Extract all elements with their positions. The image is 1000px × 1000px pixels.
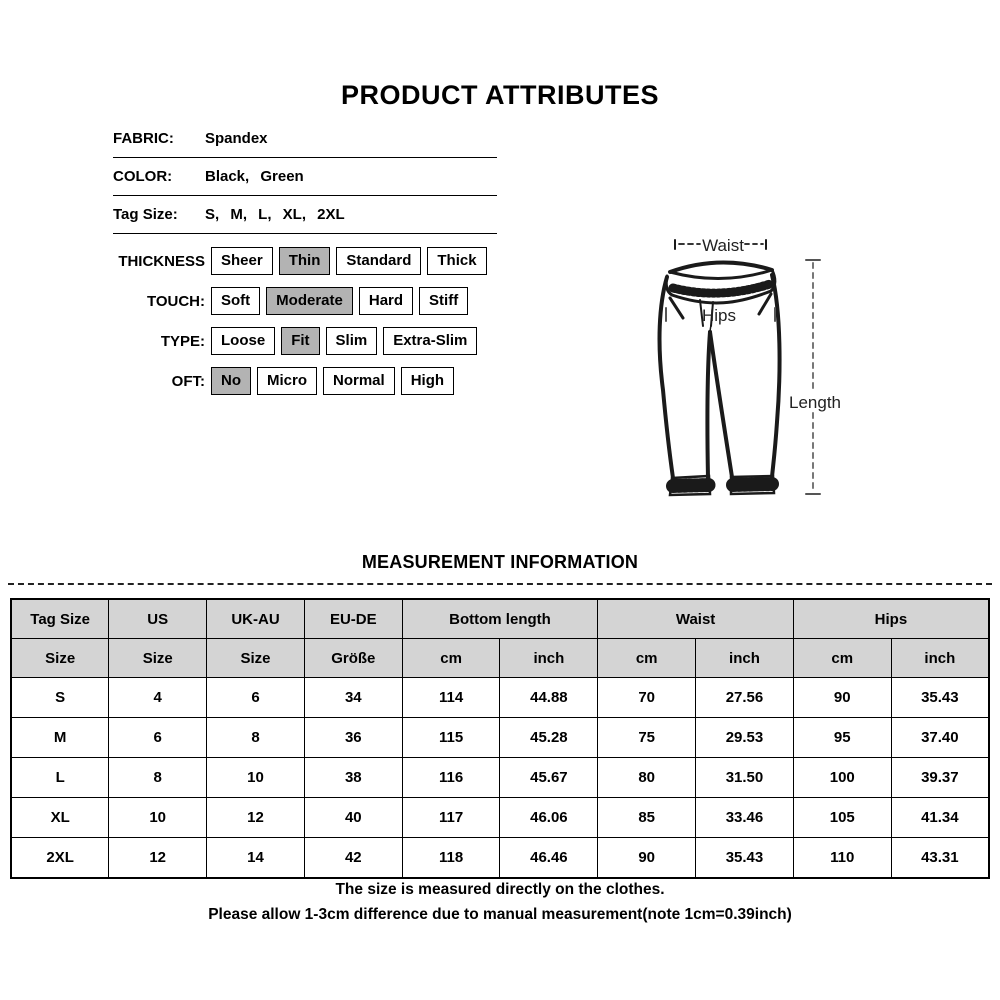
table-cell: 100 (793, 758, 891, 798)
table-cell: 90 (598, 838, 696, 879)
column-subheader: Size (207, 639, 305, 678)
length-label: Length (789, 393, 841, 412)
table-cell: 80 (598, 758, 696, 798)
attribute-label: FABRIC: (113, 130, 174, 147)
table-cell: M (11, 718, 109, 758)
column-subheader: Size (109, 639, 207, 678)
attribute-info-rows (113, 120, 497, 234)
column-subheader: Größe (304, 639, 402, 678)
column-header: Waist (598, 599, 794, 639)
table-cell: 117 (402, 798, 500, 838)
option-chip-thick[interactable]: Thick (427, 247, 486, 276)
waistband-opening (670, 270, 772, 279)
table-cell: 4 (109, 678, 207, 718)
option-chip-micro[interactable]: Micro (257, 367, 317, 396)
choice-row (113, 281, 497, 321)
option-chip-stiff[interactable]: Stiff (419, 287, 468, 316)
right-cuff-ribs (733, 484, 772, 485)
left-inner-leg (707, 332, 710, 478)
left-pocket-line (670, 298, 683, 318)
table-cell: 12 (207, 798, 305, 838)
hips-label: Hips (701, 306, 737, 325)
product-attributes-panel (113, 120, 497, 401)
choice-label: THICKNESS (118, 252, 205, 270)
note-line-2: Please allow 1-3cm difference due to manual measurement(note 1cm=0.39inch) (208, 906, 792, 923)
table-cell: 45.28 (500, 718, 598, 758)
table-cell: 10 (109, 798, 207, 838)
attribute-value: Spandex (205, 130, 268, 147)
waistband-top (670, 262, 772, 272)
table-cell: 45.67 (500, 758, 598, 798)
right-inner-leg (710, 332, 732, 477)
option-chip-no[interactable]: No (211, 367, 251, 396)
table-cell: 75 (598, 718, 696, 758)
table-cell: 85 (598, 798, 696, 838)
table-cell: 31.50 (696, 758, 794, 798)
info-row (113, 158, 497, 196)
table-cell: 70 (598, 678, 696, 718)
column-subheader: Size (11, 639, 109, 678)
option-chip-standard[interactable]: Standard (336, 247, 421, 276)
table-cell: 8 (109, 758, 207, 798)
table-cell: 14 (207, 838, 305, 879)
option-chip-high[interactable]: High (401, 367, 454, 396)
waist-label: Waist (702, 236, 744, 255)
dashed-separator (8, 583, 992, 585)
table-row-size-m (11, 718, 989, 758)
column-header: Tag Size (11, 599, 109, 639)
table-cell: 95 (793, 718, 891, 758)
attribute-value: S, M, L, XL, 2XL (205, 206, 345, 223)
column-subheader: inch (891, 639, 989, 678)
table-cell: 118 (402, 838, 500, 879)
waistband-hatching (673, 284, 770, 293)
table-row-size-l (11, 758, 989, 798)
note-line-1: The size is measured directly on the clothes. (335, 881, 665, 898)
option-chip-moderate[interactable]: Moderate (266, 287, 353, 316)
choice-label: OFT: (171, 372, 205, 390)
table-cell: 33.46 (696, 798, 794, 838)
column-header: UK-AU (207, 599, 305, 639)
column-subheader: cm (598, 639, 696, 678)
option-chip-soft[interactable]: Soft (211, 287, 260, 316)
table-cell: 10 (207, 758, 305, 798)
measurement-section-title: MEASUREMENT INFORMATION (361, 552, 639, 572)
table-cell: 105 (793, 798, 891, 838)
choice-label: TYPE: (160, 332, 205, 350)
column-header: EU-DE (304, 599, 402, 639)
table-row-size-2xl (11, 838, 989, 879)
column-header: Hips (793, 599, 989, 639)
attribute-label: Tag Size: (113, 206, 178, 223)
table-cell: 42 (304, 838, 402, 879)
table-cell: 116 (402, 758, 500, 798)
table-cell: 35.43 (891, 678, 989, 718)
table-cell: 44.88 (500, 678, 598, 718)
choice-label: TOUCH: (146, 292, 205, 310)
pants-measurement-diagram (620, 220, 900, 520)
column-header: US (109, 599, 207, 639)
option-chip-fit[interactable]: Fit (281, 327, 319, 356)
table-cell: 6 (207, 678, 305, 718)
option-chip-hard[interactable]: Hard (359, 287, 413, 316)
choice-row (113, 321, 497, 361)
table-cell: 29.53 (696, 718, 794, 758)
table-cell: 46.06 (500, 798, 598, 838)
table-cell: 115 (402, 718, 500, 758)
table-cell: 37.40 (891, 718, 989, 758)
option-chip-normal[interactable]: Normal (323, 367, 395, 396)
hips-center-dash (710, 325, 711, 331)
right-outer-leg (772, 275, 780, 477)
page-title: PRODUCT ATTRIBUTES (341, 80, 659, 110)
table-cell: 35.43 (696, 838, 794, 879)
table-cell: 8 (207, 718, 305, 758)
option-chip-thin[interactable]: Thin (279, 247, 331, 276)
option-chip-extra-slim[interactable]: Extra-Slim (383, 327, 477, 356)
table-cell: 39.37 (891, 758, 989, 798)
info-row (113, 120, 497, 158)
attribute-label: COLOR: (113, 168, 173, 185)
table-header-row-top (11, 599, 989, 639)
column-header: Bottom length (402, 599, 598, 639)
size-measurement-table (10, 598, 990, 879)
table-cell: 46.46 (500, 838, 598, 879)
table-cell: 36 (304, 718, 402, 758)
table-cell: 114 (402, 678, 500, 718)
choice-row (113, 241, 497, 281)
info-row (113, 196, 497, 234)
table-cell: 110 (793, 838, 891, 879)
table-row-size-xl (11, 798, 989, 838)
table-cell: XL (11, 798, 109, 838)
table-cell: 90 (793, 678, 891, 718)
choice-row (113, 361, 497, 401)
left-cuff-ribs (673, 485, 709, 486)
option-chip-loose[interactable]: Loose (211, 327, 275, 356)
column-subheader: inch (500, 639, 598, 678)
attribute-value: Black, Green (205, 168, 304, 185)
table-cell: S (11, 678, 109, 718)
column-subheader: cm (793, 639, 891, 678)
column-subheader: cm (402, 639, 500, 678)
column-subheader: inch (696, 639, 794, 678)
table-cell: 12 (109, 838, 207, 879)
table-cell: 41.34 (891, 798, 989, 838)
table-cell: 43.31 (891, 838, 989, 879)
table-header-row-sub (11, 639, 989, 678)
table-cell: 27.56 (696, 678, 794, 718)
table-cell: L (11, 758, 109, 798)
table-cell: 38 (304, 758, 402, 798)
table-cell: 40 (304, 798, 402, 838)
measurement-notes (0, 881, 1000, 931)
table-row-size-s (11, 678, 989, 718)
right-pocket-line (759, 294, 771, 314)
option-chip-sheer[interactable]: Sheer (211, 247, 273, 276)
option-chip-slim[interactable]: Slim (326, 327, 378, 356)
attribute-choice-rows (113, 241, 497, 401)
table-cell: 2XL (11, 838, 109, 879)
table-cell: 34 (304, 678, 402, 718)
table-cell: 6 (109, 718, 207, 758)
